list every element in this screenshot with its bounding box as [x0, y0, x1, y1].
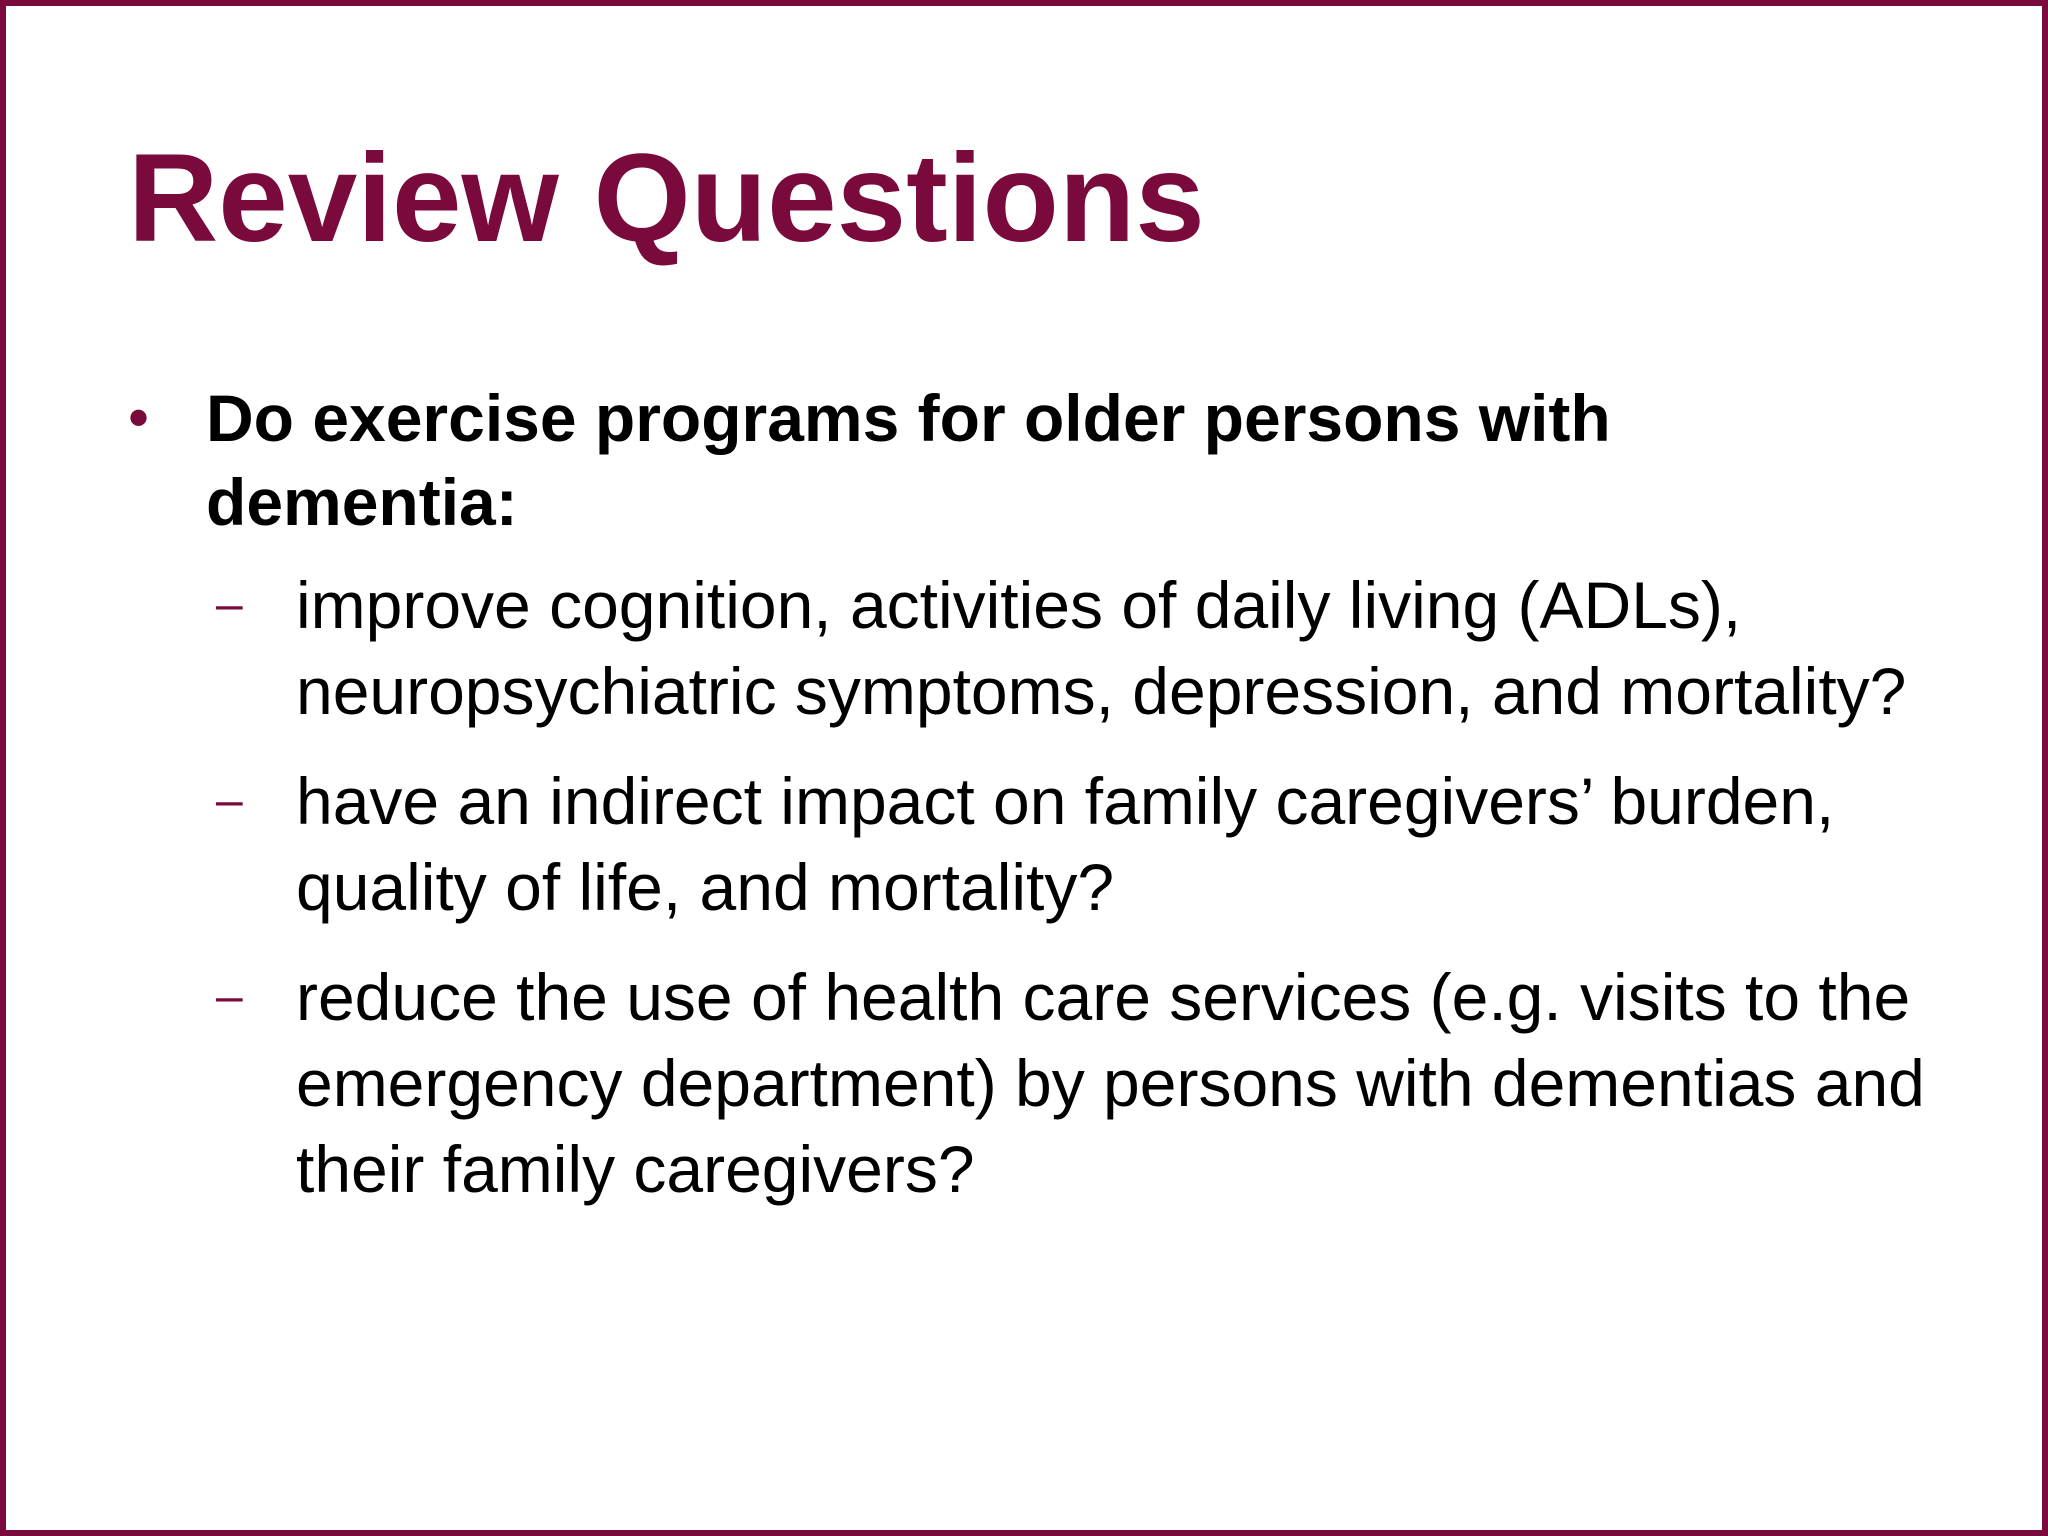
- slide-title: Review Questions: [128, 129, 1205, 268]
- sub-bullet-text: have an indirect impact on family caregivers’ burden, quality of life, and mortality?: [296, 764, 1835, 924]
- bullet-marker: •: [128, 384, 150, 451]
- sub-bullet-item: [216, 562, 1948, 734]
- dash-marker: –: [216, 774, 243, 827]
- sub-bullet-text: reduce the use of health care services (e.g. visits to the emergency department) by persons with dementias and their family caregivers?: [296, 960, 1925, 1206]
- slide-content: [128, 376, 1948, 1236]
- sub-bullet-list: [128, 562, 1948, 1212]
- dash-marker: –: [216, 970, 243, 1023]
- sub-bullet-item: [216, 758, 1948, 930]
- dash-marker: –: [216, 578, 243, 631]
- sub-bullet-text: improve cognition, activities of daily living (ADLs), neuropsychiatric symptoms, depression, and mortality?: [296, 568, 1907, 728]
- main-bullet-text: Do exercise programs for older persons with dementia:: [206, 381, 1611, 539]
- sub-bullet-item: [216, 954, 1948, 1212]
- main-bullet: [128, 376, 1948, 544]
